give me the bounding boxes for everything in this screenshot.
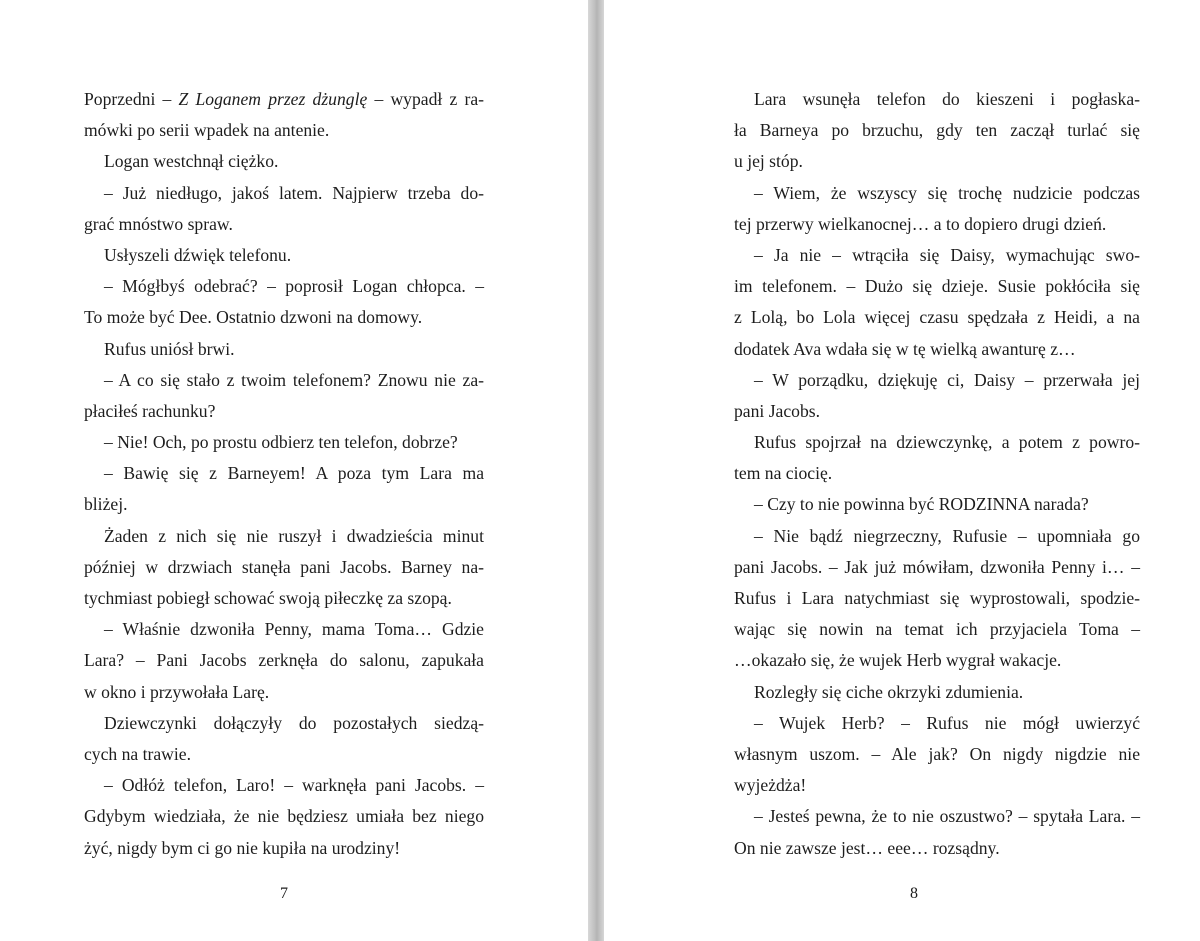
text-line: Rufus uniósł brwi. xyxy=(104,338,235,359)
text-line: Poprzedni – Z Loganem przez dżunglę – wypadł z ra- xyxy=(84,89,484,109)
text-line: później w drzwiach stanęła pani Jacobs. Barney na- xyxy=(84,556,484,577)
text-line: żyć, nigdy bym ci go nie kupiła na urodziny! xyxy=(84,837,401,858)
text-line: bliżej. xyxy=(84,494,128,515)
text-line: tej przerwy wielkanocnej… a to dopiero drugi dzień. xyxy=(734,213,1107,234)
text-line: Rufus i Lara natychmiast się wyprostowali, spodzie- xyxy=(734,588,1140,608)
text-line: – Ja nie – wtrąciła się Daisy, wymachując swo- xyxy=(754,244,1140,265)
text-line: tychmiast pobiegł schować swoją piłeczkę za szopą. xyxy=(84,588,452,608)
text-line: u jej stóp. xyxy=(734,151,803,172)
text-line: – Odłóż telefon, Laro! – warknęła pani Jacobs. – xyxy=(104,775,484,796)
text-line: Rufus spojrzał na dziewczynkę, a potem z powro- xyxy=(754,432,1140,453)
left-page xyxy=(0,0,588,941)
text-line: – Właśnie dzwoniła Penny, mama Toma… Gdzie xyxy=(104,619,484,640)
right-page xyxy=(604,0,1200,941)
text-line: dodatek Ava wdała się w tę wielką awanturę z… xyxy=(734,338,1076,359)
text-line: – W porządku, dziękuję ci, Daisy – przerwała jej xyxy=(754,369,1140,390)
text-line: w okno i przywołała Larę. xyxy=(84,681,270,702)
text-line: – Już niedługo, jakoś latem. Najpierw trzeba do- xyxy=(104,182,484,203)
text-line: tem na ciocię. xyxy=(734,463,833,484)
text-line: – Nie bądź niegrzeczny, Rufusie – upomniała go xyxy=(754,525,1140,546)
text-line: własnym uszom. – Ale jak? On nigdy nigdzie nie xyxy=(734,743,1140,764)
text-line: pani Jacobs. xyxy=(734,400,820,421)
text-line: Usłyszeli dźwięk telefonu. xyxy=(104,244,292,265)
text-line: – Czy to nie powinna być RODZINNA narada? xyxy=(754,494,1089,515)
text-line: Rozległy się ciche okrzyki zdumienia. xyxy=(754,681,1024,702)
text-line: – Wiem, że wszyscy się trochę nudzicie podczas xyxy=(754,182,1140,203)
right-page-text xyxy=(734,84,1140,864)
text-line: To może być Dee. Ostatnio dzwoni na domowy. xyxy=(84,307,423,328)
text-line: płaciłeś rachunku? xyxy=(84,400,216,421)
left-page-text xyxy=(84,84,484,864)
page-number: 8 xyxy=(910,885,918,902)
text-line: – Bawię się z Barneyem! A poza tym Lara ma xyxy=(104,463,484,484)
text-line: On nie zawsze jest… eee… rozsądny. xyxy=(734,837,1000,858)
text-line: wając się nowin na temat ich przyjaciela Toma – xyxy=(734,619,1140,640)
text-line: z Lolą, bo Lola więcej czasu spędzała z Heidi, a na xyxy=(734,307,1140,328)
page-number: 7 xyxy=(280,885,288,902)
text-line: cych na trawie. xyxy=(84,743,191,764)
text-line: Żaden z nich się nie ruszył i dwadzieścia minut xyxy=(104,525,484,546)
text-line: – Nie! Och, po prostu odbierz ten telefon, dobrze? xyxy=(104,432,458,453)
text-line: im telefonem. – Dużo się dzieje. Susie pokłóciła się xyxy=(734,276,1140,297)
text-line: wyjeżdża! xyxy=(734,775,807,796)
text-line: – Wujek Herb? – Rufus nie mógł uwierzyć xyxy=(754,712,1140,733)
text-line: grać mnóstwo spraw. xyxy=(84,213,233,234)
text-line: – Jesteś pewna, że to nie oszustwo? – spytała Lara. – xyxy=(754,806,1140,827)
text-line: Lara wsunęła telefon do kieszeni i pogłaska- xyxy=(754,89,1140,109)
text-line: – A co się stało z twoim telefonem? Znowu nie za- xyxy=(104,369,484,390)
text-line: – Mógłbyś odebrać? – poprosił Logan chłopca. – xyxy=(104,276,484,297)
text-line: Gdybym wiedziała, że nie będziesz umiała bez niego xyxy=(84,806,484,827)
text-line: Dziewczynki dołączyły do pozostałych siedzą- xyxy=(104,712,484,733)
text-line: …okazało się, że wujek Herb wygrał wakacje. xyxy=(734,650,1062,671)
text-line: mówki po serii wpadek na antenie. xyxy=(84,120,330,141)
text-line: Lara? – Pani Jacobs zerknęła do salonu, zapukała xyxy=(84,650,484,671)
book-gutter xyxy=(588,0,604,941)
text-line: ła Barneya po brzuchu, gdy ten zaczął turlać się xyxy=(734,120,1140,141)
show-title: Z Loganem przez dżunglę xyxy=(178,89,368,109)
text-line: pani Jacobs. – Jak już mówiłam, dzwoniła Penny i… – xyxy=(734,556,1140,577)
text-line: Logan westchnął ciężko. xyxy=(104,151,279,172)
